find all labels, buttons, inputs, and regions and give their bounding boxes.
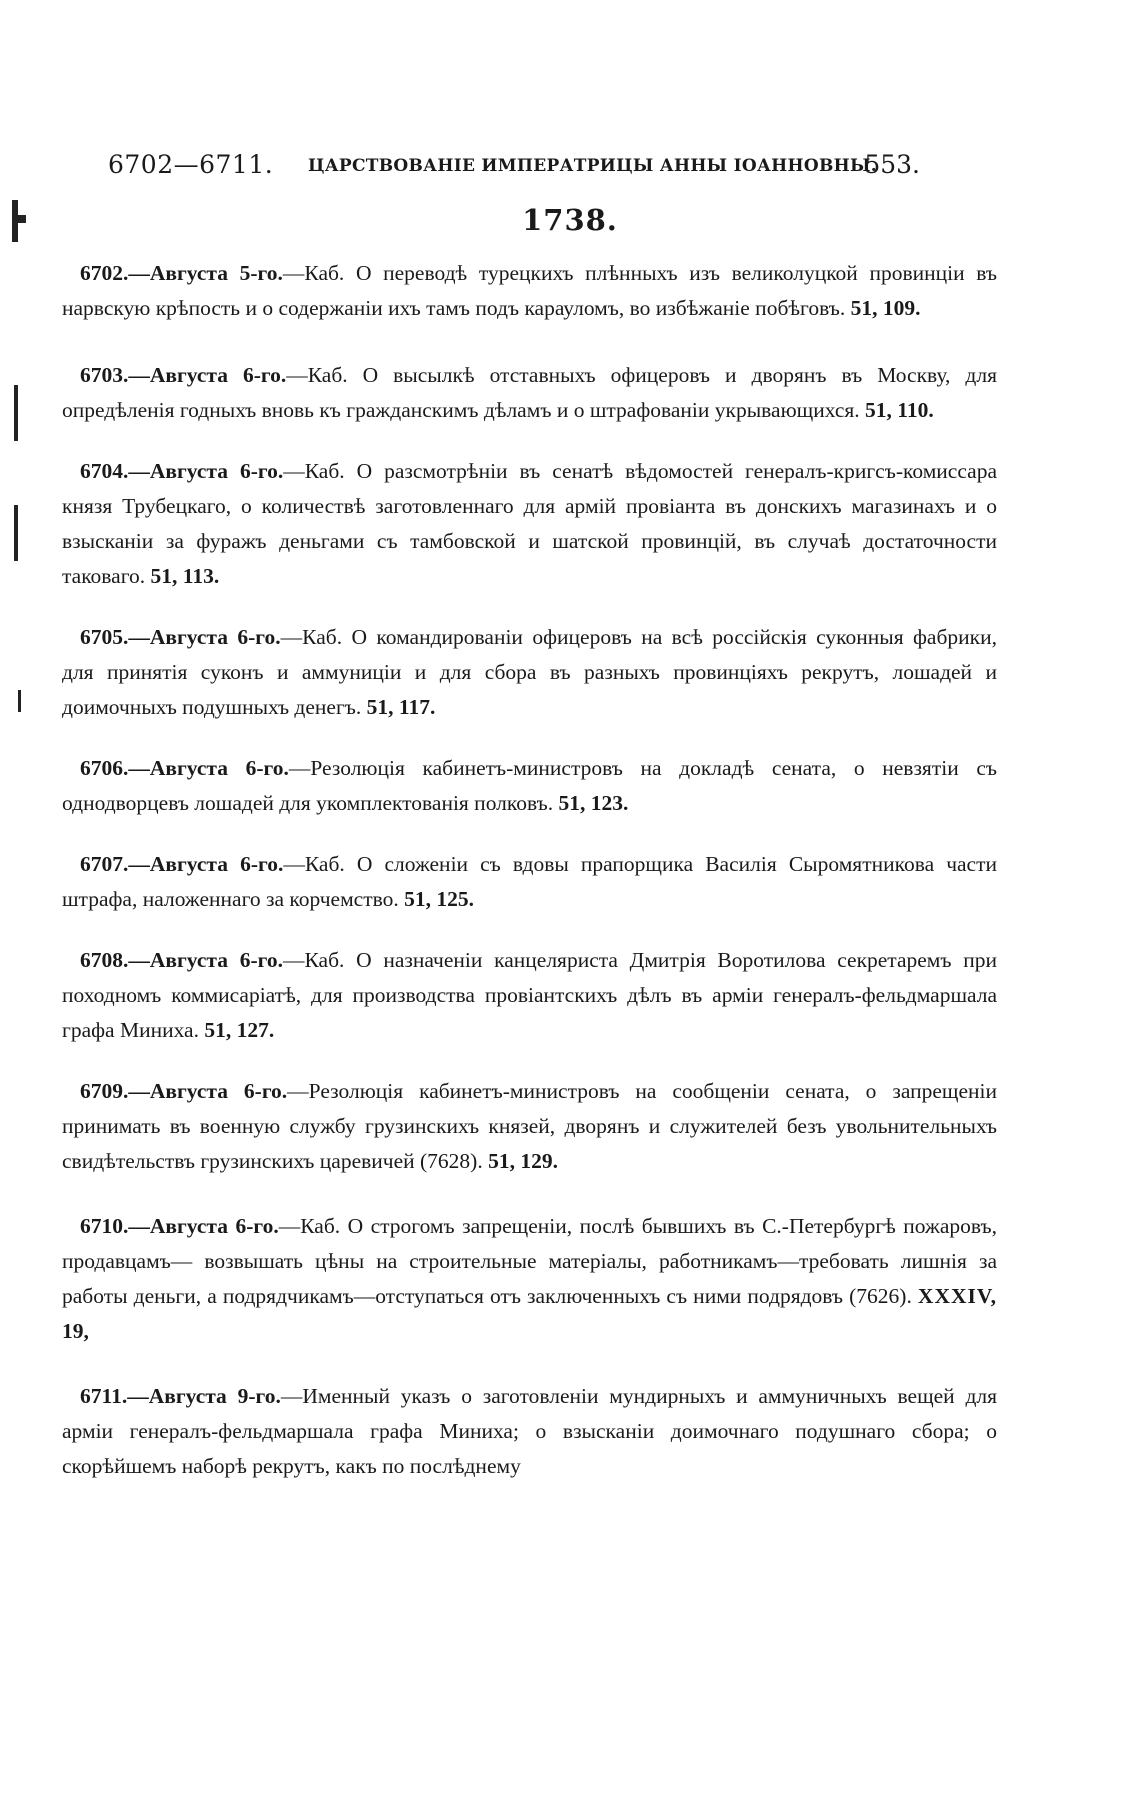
entry-reference: 51, 123. (558, 791, 629, 815)
entry-reference: 51, 127. (204, 1018, 275, 1042)
entry-date: —Августа 6-го. (128, 1079, 288, 1103)
entry-number: 6707. (80, 852, 129, 876)
entry-reference-volume: XXXIV, (917, 1284, 997, 1308)
entry-text: —Именный указъ о заготовленіи мундирныхъ и аммуничныхъ вещей для арміи генералъ-фельдмаршала графа Миниха; о взысканіи доимочнаго подушнаго сбора; о скорѣйшемъ наборѣ рекрутъ, какъ по послѣднему (62, 1384, 998, 1478)
entry-number: 6705. (80, 625, 129, 649)
entry-text: —Каб. О строгомъ запрещеніи, послѣ бывшихъ въ С.-Петербургѣ пожаровъ, продавцамъ— возвышать цѣны на строительные матеріалы, работникамъ—требовать лишнія за работы деньги, а подрядчикамъ—отступаться отъ заключенныхъ съ ними подрядовъ (7626). (62, 1214, 997, 1308)
entry-text: —Каб. О высылкѣ отставныхъ офицеровъ и дворянъ въ Москву, для опредѣленія годныхъ вновь къ гражданскимъ дѣламъ и о штрафованіи укрывающихся. (62, 363, 997, 422)
entry-reference: 51, 109. (850, 296, 921, 320)
page-number: 553. (864, 150, 920, 179)
entry-number: 6704. (80, 459, 129, 483)
entry-number: 6711. (80, 1384, 128, 1408)
entry-text: —Каб. О назначеніи канцеляриста Дмитрія Воротилова секретаремъ при походномъ коммисаріатѣ, для производства провіантскихъ дѣлъ въ арміи генералъ-фельдмаршала графа Миниха. (62, 948, 998, 1042)
entry-number: 6709. (80, 1079, 129, 1103)
margin-mark (14, 505, 18, 561)
entry-reference: 19, (62, 1319, 89, 1343)
entry-6710 (62, 1209, 997, 1349)
entry-date: —Августа 5-го. (128, 261, 283, 285)
entry-6706 (62, 751, 997, 821)
entry-date: —Августа 6-го. (128, 363, 287, 387)
year-heading: 1738. (522, 203, 618, 237)
entry-text: —Резолюція кабинетъ-министровъ на сообщеніи сената, о запрещеніи принимать въ военную службу грузинскихъ князей, дворянъ и служителей безъ увольнительныхъ свидѣтельствъ грузинскихъ царевичей (7628). (62, 1079, 997, 1173)
entry-6708 (62, 943, 997, 1048)
entry-text: —Каб. О сложеніи съ вдовы прапорщика Василія Сыромятникова части штрафа, наложеннаго за корчемство. (62, 852, 998, 911)
entry-text: —Каб. О переводѣ турецкихъ плѣнныхъ изъ великолуцкой провинціи въ нарвскую крѣпость и о содержаніи ихъ тамъ подъ карауломъ, во избѣжаніе побѣговъ. (62, 261, 997, 320)
entry-reference: 51, 113. (150, 564, 220, 588)
entry-6711 (62, 1379, 997, 1484)
running-head (108, 150, 920, 190)
entry-text: —Резолюція кабинетъ-министровъ на докладѣ сената, о невзятіи съ однодворцевъ лошадей для укомплектованія полковъ. (62, 756, 997, 815)
entry-reference: 51, 129. (488, 1149, 558, 1173)
entry-6707 (62, 847, 997, 917)
entry-date: —Августа 6-го. (128, 459, 284, 483)
entry-date: —Августа 6-го. (128, 625, 281, 649)
entry-6702 (62, 256, 997, 326)
running-title: ЦАРСТВОВАНІЕ ИМПЕРАТРИЦЫ АННЫ ІОАННОВНЫ. (308, 156, 877, 176)
entry-number: 6702. (80, 261, 129, 285)
entries-column (62, 256, 997, 1484)
entry-text: —Каб. О разсмотрѣніи въ сенатѣ вѣдомостей генералъ-кригсъ-комиссара князя Трубецкаго, о количествѣ заготовленнаго для армій провіанта въ донскихъ магазинахъ и о взысканіи за фуражъ деньгами съ тамбовской и шатской провинцій, въ случаѣ достаточности таковаго. (62, 459, 997, 588)
entry-reference: 51, 117. (366, 695, 436, 719)
entry-number: 6706. (80, 756, 129, 780)
entry-date: —Августа 6-го. (128, 852, 284, 876)
margin-mark (14, 385, 18, 441)
entry-date: —Августа 6-го. (128, 1214, 279, 1238)
entry-number: 6703. (80, 363, 129, 387)
entry-6705 (62, 620, 997, 725)
entry-date: —Августа 6-го. (128, 756, 289, 780)
entry-6704 (62, 454, 997, 594)
entry-number: 6708. (80, 948, 129, 972)
entry-reference: 51, 110. (865, 398, 934, 422)
entry-range: 6702—6711. (108, 150, 274, 179)
entry-date: —Августа 6-го. (128, 948, 283, 972)
margin-mark (18, 690, 21, 712)
entry-text: —Каб. О командированіи офицеровъ на всѣ россійскія суконныя фабрики, для принятія суконъ и аммуниціи и для сбора въ разныхъ провинціяхъ рекрутъ, лошадей и доимочныхъ подушныхъ денегъ. (62, 625, 997, 719)
entry-6703 (62, 358, 997, 428)
entry-6709 (62, 1074, 997, 1179)
entry-number: 6710. (80, 1214, 129, 1238)
entry-reference: 51, 125. (404, 887, 474, 911)
entry-date: —Августа 9-го. (127, 1384, 281, 1408)
